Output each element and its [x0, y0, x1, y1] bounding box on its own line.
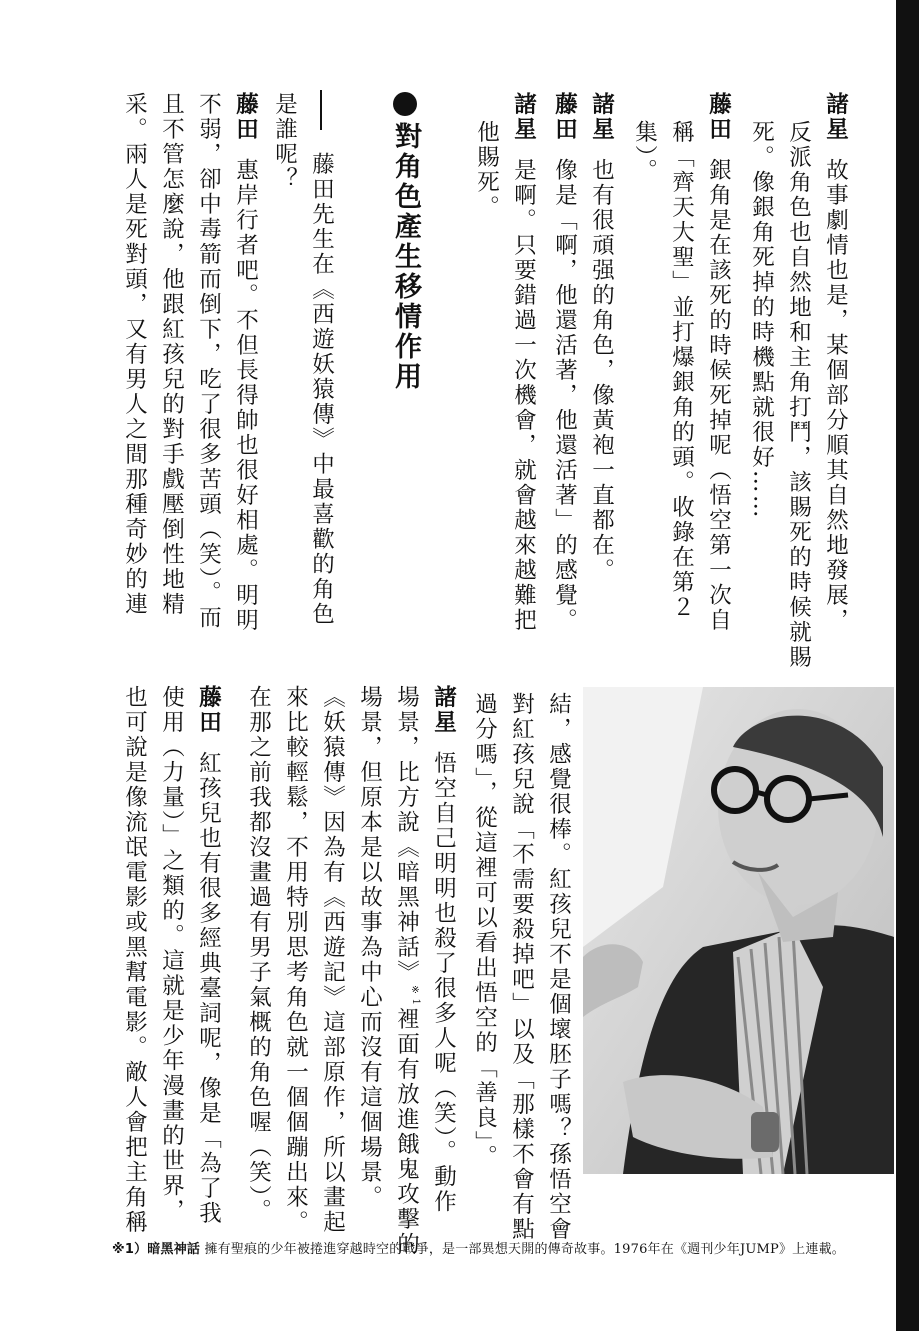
text-column: 《妖猿傳》因為有《西遊記》這部原作，所以畫起 [319, 685, 346, 1235]
speaker-label: 諸星 [430, 685, 457, 735]
text-column: 且不管怎麼說，他跟紅孩兒的對手戲壓倒性地精 [158, 92, 185, 617]
page-edge-bar [896, 0, 919, 1331]
speaker-label: 藤田 [705, 92, 732, 142]
speaker-label: 諸星 [510, 92, 537, 142]
speaker-label: 藤田 [195, 685, 222, 735]
speaker-label: 諸星 [588, 92, 615, 142]
text-column: 來比較輕鬆，不用特別思考角色就一個個蹦出來。 [282, 685, 309, 1235]
text-column: 諸星悟空自己明明也殺了很多人呢（笑）。動作 [430, 685, 457, 1215]
text-column: 集）。 [631, 120, 658, 184]
footnote-text: 擁有聖痕的少年被捲進穿越時空的戰爭，是一部異想天開的傳奇故事。1976年在《週刊少年JUMP》上連載。 [204, 1242, 845, 1257]
text-column: 反派角色也自然地和主角打鬥，該賜死的時候就賜 [785, 120, 812, 670]
footnote [112, 1238, 892, 1257]
text-column: 對紅孩兒說「不需要殺掉吧」以及「那樣不會有點 [508, 692, 535, 1242]
text-column: 不弱，卻中毒箭而倒下，吃了很多苦頭（笑）。而 [195, 92, 222, 631]
text-column: 場景，但原本是以故事為中心而沒有這個場景。 [356, 685, 383, 1210]
footnote-marker: ※1 [410, 985, 421, 1008]
text-column: 諸星是啊。只要錯過一次機會，就會越來越難把 [510, 92, 537, 633]
text-column: 藤田紅孩兒也有很多經典臺詞呢，像是「為了我 [195, 685, 222, 1226]
text-column: 使用（力量）」之類的。這就是少年漫畫的世界， [158, 685, 185, 1224]
text-column: 諸星也有很頑强的角色，像黃袍一直都在。 [588, 92, 615, 583]
footnote-term: 暗黑神話 [147, 1242, 201, 1257]
footnote-mark: ※1） [112, 1242, 148, 1257]
text-column: 場景，比方說《暗黑神話》$^{※1}$裡面有放進餓鬼攻擊的 [393, 685, 421, 1258]
text-column: 采。兩人是死對頭，又有男人之間那種奇妙的連 [121, 92, 148, 617]
section-heading: 對角色產生移情作用 [392, 92, 419, 392]
text-column: 他賜死。 [473, 120, 500, 220]
question-dash [320, 90, 322, 130]
text-column: 在那之前我都沒畫過有男子氣概的角色喔（笑）。 [245, 685, 272, 1224]
text-column: 也可說是像流氓電影或黑幫電影。敵人會把主角稱 [121, 685, 148, 1235]
bullet-dot [393, 92, 417, 116]
text-column: 諸星故事劇情也是，某個部分順其自然地發展， [822, 92, 849, 633]
text-column: 藤田惠岸行者吧。不但長得帥也很好相處。明明 [232, 92, 259, 633]
speaker-label: 藤田 [551, 92, 578, 142]
text-column: 稱「齊天大聖」並打爆銀角的頭。收錄在第２ [668, 120, 695, 620]
text-column: 結，感覺很棒。紅孩兒不是個壞胚子嗎？孫悟空會 [545, 692, 572, 1242]
speaker-label: 藤田 [232, 92, 259, 142]
text-column: 過分嗎」，從這裡可以看出悟空的「善良」。 [471, 692, 498, 1170]
text-column: 死。像銀角死掉的時機點就很好…… [748, 120, 775, 520]
speaker-label: 諸星 [822, 92, 849, 142]
author-photo [583, 687, 894, 1174]
text-column: 藤田銀角是在該死的時候死掉呢（悟空第一次自 [705, 92, 732, 633]
text-column: 藤田先生在《西遊妖猿傳》中最喜歡的角色 [308, 152, 335, 627]
text-column: 藤田像是「啊，他還活著，他還活著」的感覺。 [551, 92, 578, 633]
text-column: 是誰呢？ [271, 92, 298, 192]
author-photo-illustration [583, 687, 894, 1174]
